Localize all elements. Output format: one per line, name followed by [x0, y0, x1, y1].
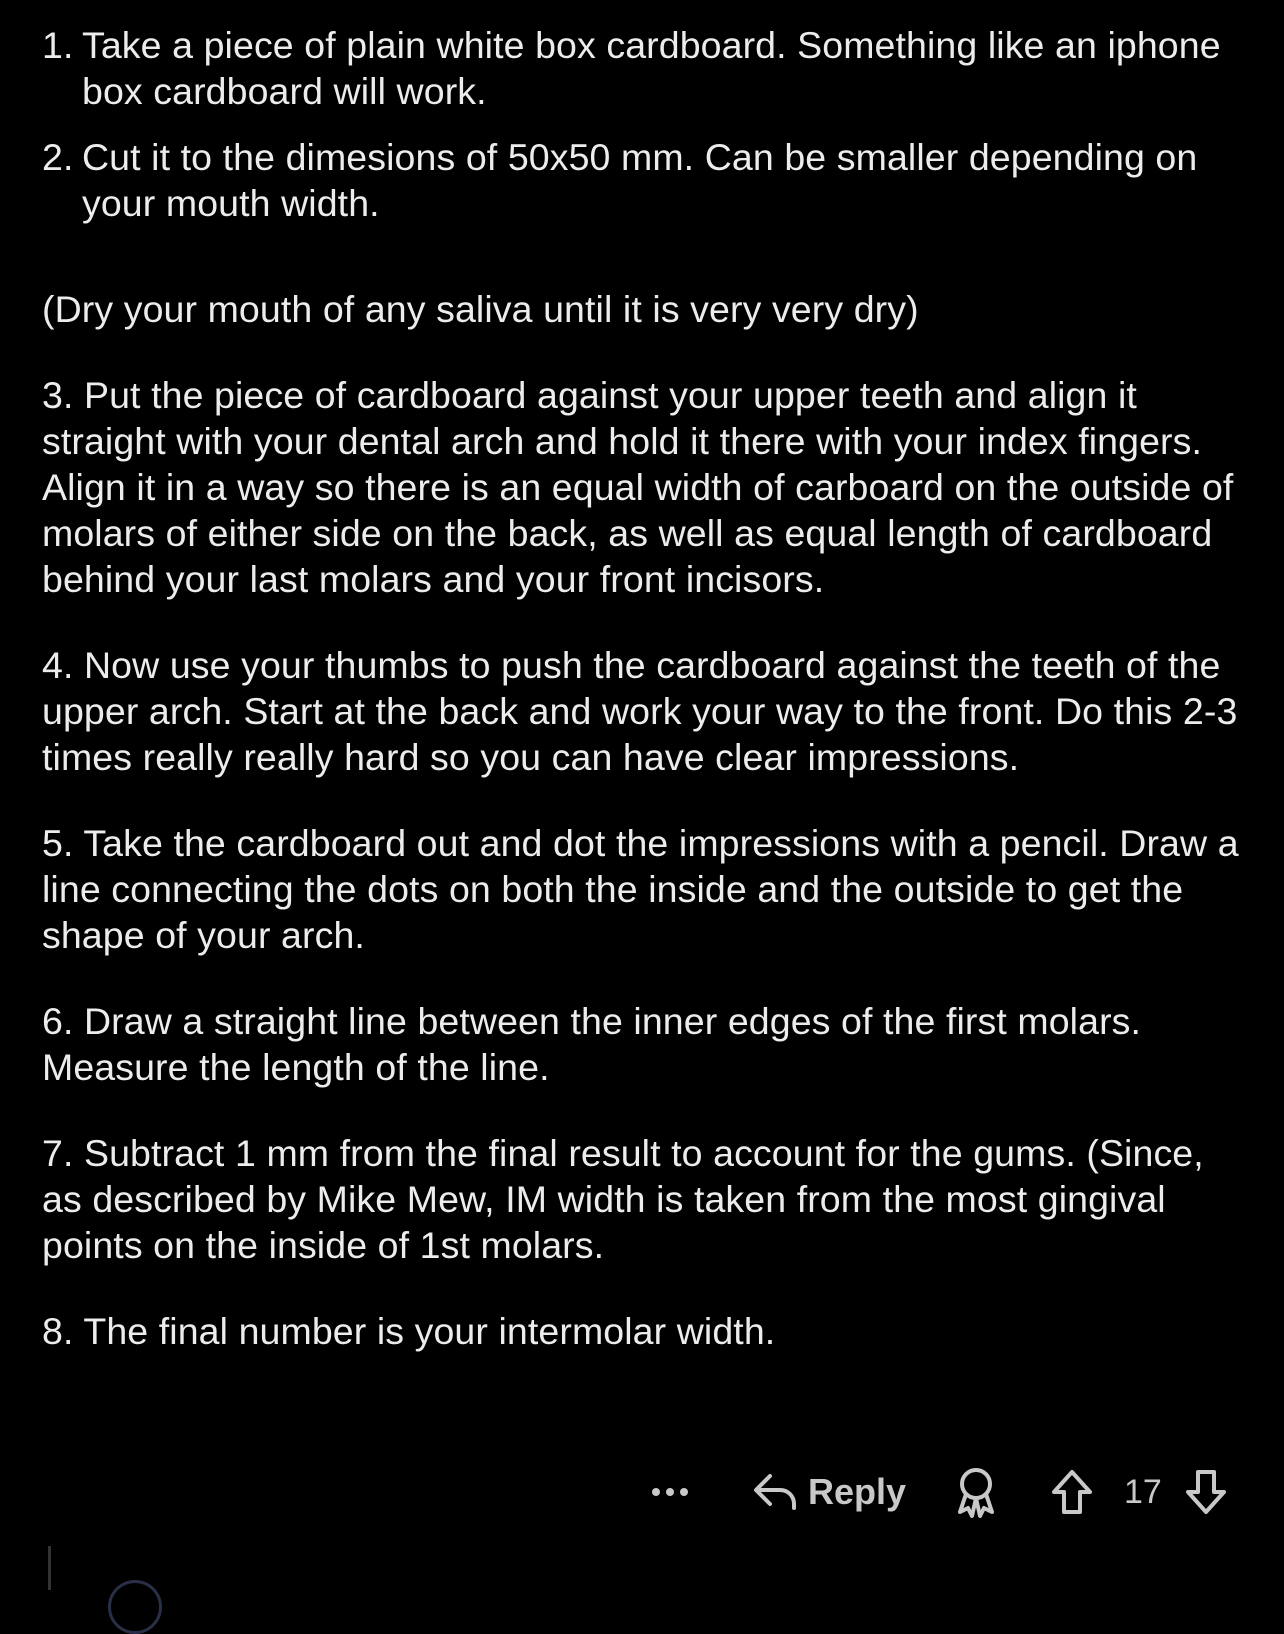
step-paragraph-8: 8. The final number is your intermolar width.: [42, 1310, 776, 1352]
step-paragraph-5: 5. Take the cardboard out and dot the impressions with a pencil. Draw a line connecting the dots on both the inside and the outside to get the shape of your arch.: [42, 822, 1239, 956]
award-icon: [952, 1466, 1000, 1518]
step-paragraph-7: 7. Subtract 1 mm from the final result to account for the gums. (Since, as described by Mike Mew, IM width is taken from the most gingival points on the inside of 1st molars.: [42, 1132, 1204, 1266]
reply-button[interactable]: [752, 1462, 922, 1522]
reply-label: Reply: [808, 1471, 907, 1512]
more-options-button[interactable]: [650, 1462, 700, 1522]
ellipsis-icon: [650, 1486, 690, 1498]
step-paragraph-6: 6. Draw a straight line between the inner edges of the first molars. Measure the length of the line.: [42, 1000, 1142, 1088]
step-paragraph-3: 3. Put the piece of cardboard against your upper teeth and align it straight with your dental arch and hold it there with your index fingers. Align it in a way so there is an equal width of carboard on the outside of molars of either side on the back, as well as equal length of cardboard behind your last molars and your front incisors.: [42, 374, 1234, 600]
step-number: 2.: [42, 136, 74, 178]
avatar[interactable]: [108, 1580, 162, 1634]
reply-arrow-icon: [752, 1472, 798, 1512]
arrow-down-icon: [1184, 1468, 1228, 1516]
comment-body: [42, 22, 1242, 1354]
upvote-button[interactable]: [1050, 1462, 1100, 1522]
list-item: [42, 134, 1242, 226]
vote-score: 17: [1124, 1472, 1162, 1511]
arrow-up-icon: [1050, 1468, 1094, 1516]
award-button[interactable]: [952, 1462, 1008, 1522]
list-item: [42, 22, 1242, 114]
step-text: Cut it to the dimesions of 50x50 mm. Can be smaller depending on your mouth width.: [82, 136, 1198, 224]
step-list: [42, 22, 1242, 226]
downvote-button[interactable]: [1184, 1462, 1234, 1522]
comment-action-bar: [0, 1462, 1284, 1522]
step-text: Take a piece of plain white box cardboard. Something like an iphone box cardboard will work.: [82, 24, 1221, 112]
dry-mouth-note: (Dry your mouth of any saliva until it is very very dry): [42, 288, 919, 330]
step-number: 1.: [42, 24, 74, 66]
thread-line[interactable]: [48, 1546, 51, 1590]
step-paragraph-4: 4. Now use your thumbs to push the cardboard against the teeth of the upper arch. Start at the back and work your way to the front. Do this 2-3 times really really hard so you can have clear impressions.: [42, 644, 1238, 778]
